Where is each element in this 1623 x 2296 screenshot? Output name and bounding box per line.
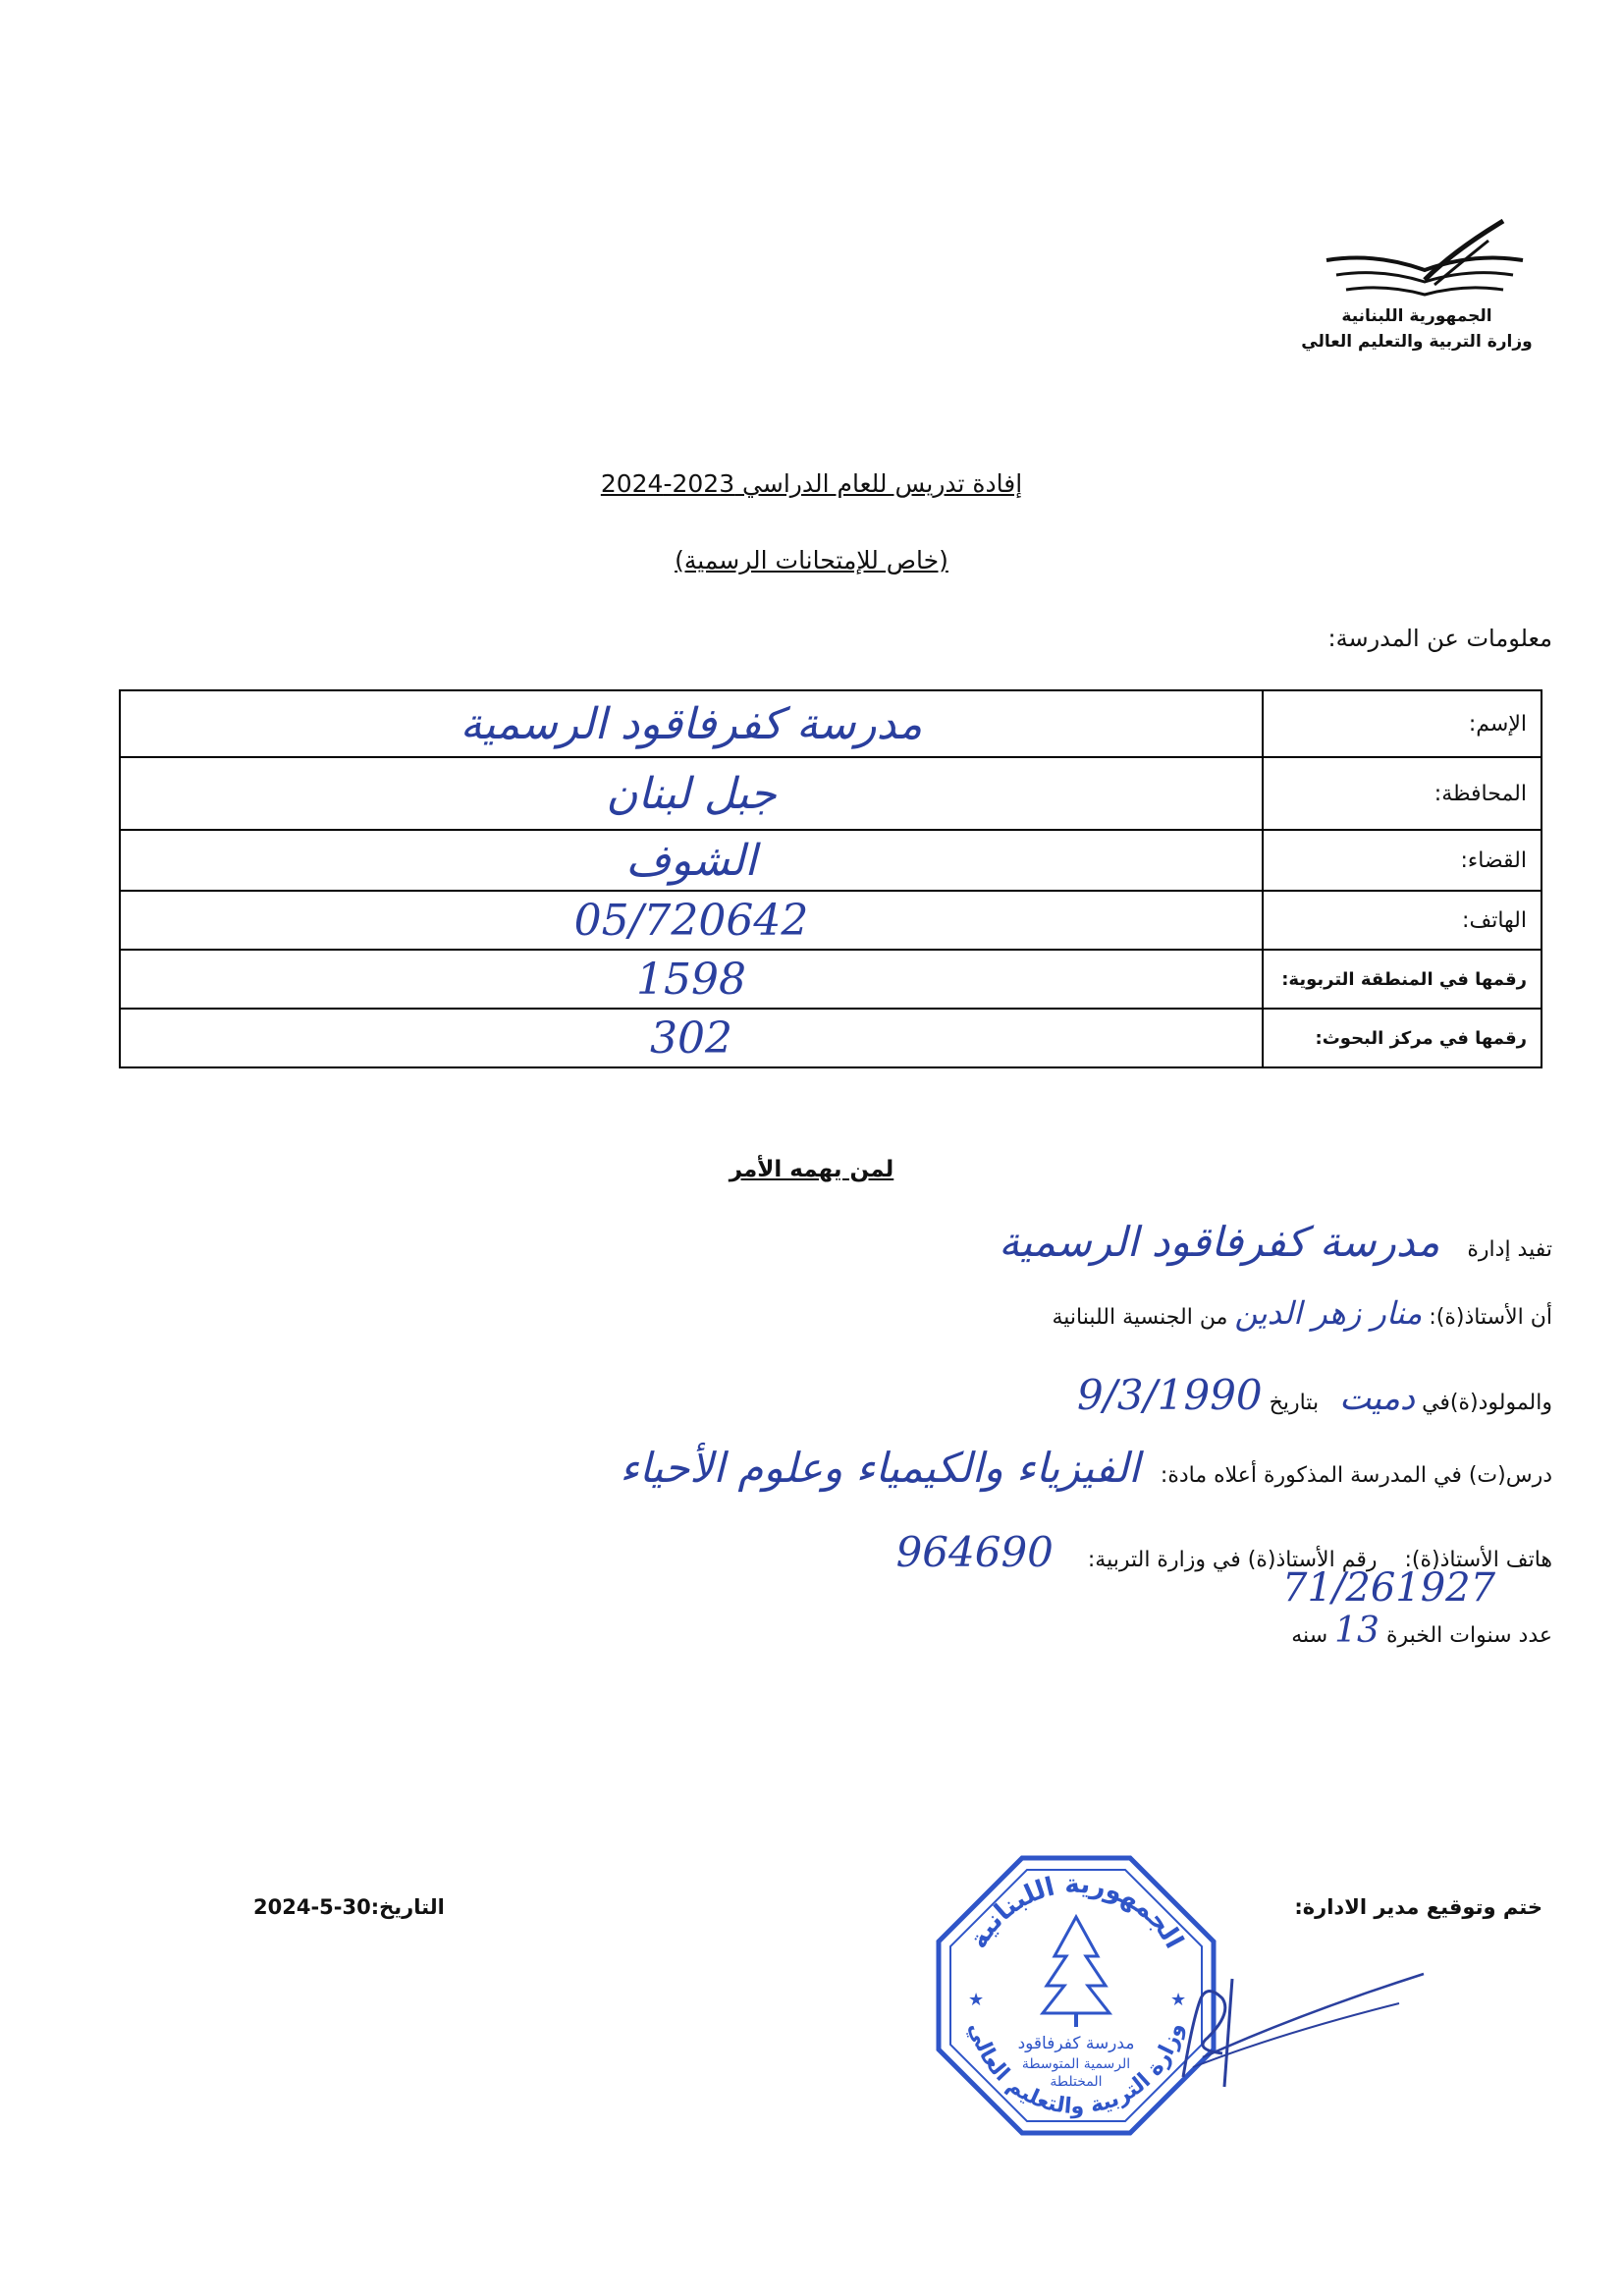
body-line-4: [21, 1444, 1552, 1492]
stamp-top-text: الجمهورية اللبنانية: [963, 1869, 1189, 1954]
value-name: مدرسة كفرفاقود الرسمية: [120, 690, 1263, 757]
body-line-3: [80, 1371, 1552, 1419]
line4-subjects: الفيزياء والكيمياء وعلوم الأحياء: [620, 1444, 1140, 1492]
stamp-bottom-text: وزارة التربية والتعليم العالي: [963, 2019, 1189, 2120]
stamp-signature-label: ختم وتوقيع مدير الادارة:: [1294, 1895, 1542, 1919]
line2-suffix: من الجنسية اللبنانية: [1052, 1305, 1228, 1330]
republic-name: الجمهورية اللبنانية: [1341, 306, 1492, 326]
table-row: [120, 757, 1542, 830]
line5-prefix: هاتف الأستاذ(ة):: [1404, 1548, 1552, 1572]
table-row: [120, 950, 1542, 1009]
line2-teacher-name: منار زهر الدين: [1234, 1294, 1423, 1332]
stamp-center-text-2: الرسمية المتوسطة: [1021, 2056, 1131, 2072]
line6-years: 13: [1334, 1611, 1380, 1651]
label-district: القضاء:: [1263, 830, 1542, 891]
body-line-1: [80, 1218, 1552, 1266]
value-district: الشوف: [120, 830, 1263, 891]
label-phone: الهاتف:: [1263, 891, 1542, 950]
line3-birth-place: دميت: [1339, 1379, 1416, 1418]
line1-school-name: مدرسة كفرفاقود الرسمية: [999, 1218, 1440, 1266]
director-signature-icon: [1163, 1959, 1429, 2097]
table-row: [120, 830, 1542, 891]
document-subtitle: (خاص للإمتحانات الرسمية): [675, 546, 948, 574]
line5-mid: رقم الأستاذ(ة) في وزارة التربية:: [1087, 1548, 1378, 1572]
line3-prefix: والمولود(ة)في: [1422, 1391, 1552, 1415]
stamp-center-text-1: مدرسة كفرفاقود: [1017, 2034, 1135, 2053]
document-date: التاريخ:30-5-2024: [253, 1895, 445, 1919]
line5-teacher-number: 964690: [895, 1528, 1054, 1576]
body-line-2: [80, 1294, 1552, 1332]
table-row: [120, 891, 1542, 950]
table-row: [120, 1009, 1542, 1067]
line3-birth-date: 9/3/1990: [1077, 1371, 1263, 1419]
value-governorate: جبل لبنان: [120, 757, 1263, 830]
ministry-logo-icon: [1317, 211, 1533, 319]
value-phone: 05/720642: [120, 891, 1263, 950]
line4-prefix: درس(ت) في المدرسة المذكورة أعلاه مادة:: [1160, 1463, 1552, 1488]
to-whom-heading: لمن يهمه الأمر: [729, 1157, 894, 1182]
value-research-center-number: 302: [120, 1009, 1263, 1067]
line6-suffix: سنه: [1291, 1623, 1328, 1648]
document-title: إفادة تدريس للعام الدراسي 2023-2024: [600, 469, 1023, 498]
label-name: الإسم:: [1263, 690, 1542, 757]
body-line-6: [80, 1611, 1552, 1651]
table-row: [120, 690, 1542, 757]
line6-prefix: عدد سنوات الخبرة: [1385, 1623, 1552, 1648]
label-governorate: المحافظة:: [1263, 757, 1542, 830]
school-info-table: [119, 689, 1542, 1068]
school-info-heading: معلومات عن المدرسة:: [1327, 625, 1552, 652]
svg-text:★: ★: [968, 1990, 985, 2010]
value-educational-zone-number: 1598: [120, 950, 1263, 1009]
stamp-center-text-3: المختلطة: [1050, 2074, 1103, 2090]
svg-text:★: ★: [1170, 1990, 1187, 2010]
label-educational-zone-number: رقمها في المنطقة التربوية:: [1263, 950, 1542, 1009]
line2-prefix: أن الأستاذ(ة):: [1429, 1305, 1552, 1330]
ministry-name: وزارة التربية والتعليم العالي: [1301, 332, 1533, 352]
line1-prefix: تفيد إدارة: [1467, 1237, 1552, 1262]
line5-teacher-phone: 71/261927: [1282, 1565, 1496, 1611]
label-research-center-number: رقمها في مركز البحوث:: [1263, 1009, 1542, 1067]
line3-mid: بتاريخ: [1269, 1391, 1320, 1415]
